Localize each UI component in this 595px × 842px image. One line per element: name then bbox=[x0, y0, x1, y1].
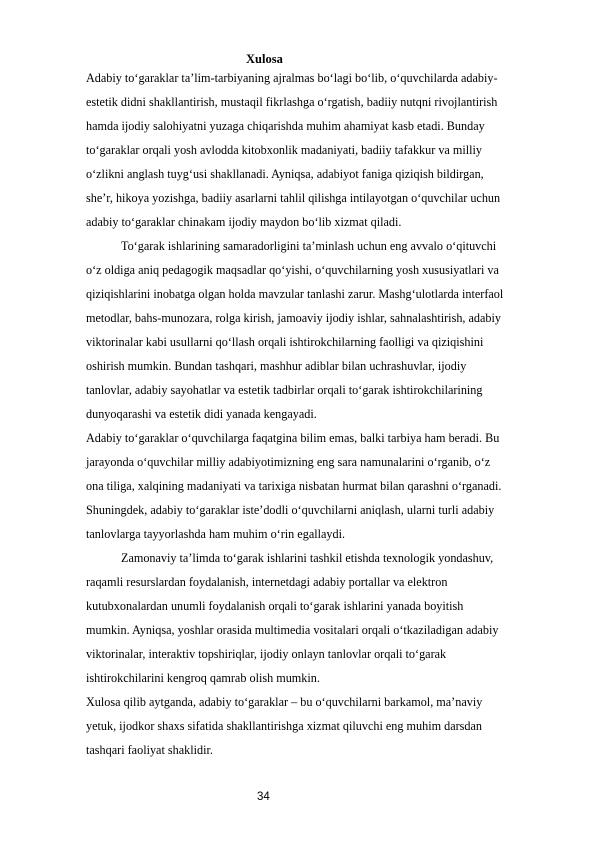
text-line: Xulosa qilib aytganda, adabiy to‘garaklar – bu o‘quvchilarni barkamol, ma’naviy bbox=[86, 695, 483, 709]
text-line: raqamli resurslardan foydalanish, internetdagi adabiy portallar va elektron bbox=[86, 575, 448, 589]
text-line: to‘garaklar orqali yosh avlodda kitobxonlik madaniyati, badiiy tafakkur va milliy bbox=[86, 143, 482, 157]
text-line: Adabiy to‘garaklar ta’lim-tarbiyaning ajralmas bo‘lagi bo‘lib, o‘quvchilarda adabiy- bbox=[86, 71, 498, 85]
text-line: qiziqishlarini inobatga olgan holda mavzular tanlashi zarur. Mashg‘ulotlarda interfaol bbox=[86, 287, 504, 301]
text-line: o‘zlikni anglash tuyg‘usi shakllanadi. Ayniqsa, adabiyot faniga qiziqish bildirgan, bbox=[86, 167, 484, 181]
page-heading: Xulosa bbox=[246, 52, 283, 66]
text-line: jarayonda o‘quvchilar milliy adabiyotimizning eng sara namunalarini o‘rganib, o‘z bbox=[86, 455, 491, 469]
text-line: dunyoqarashi va estetik didi yanada kengayadi. bbox=[86, 407, 317, 421]
text-line: viktorinalar kabi usullarni qo‘llash orqali ishtirokchilarning faolligi va qiziqishini bbox=[86, 335, 484, 349]
text-line: tashqari faoliyat shaklidir. bbox=[86, 743, 213, 757]
text-line: ona tiliga, xalqining madaniyati va tarixiga nisbatan hurmat bilan qarashni o‘rganadi. bbox=[86, 479, 502, 493]
text-line: o‘z oldiga aniq pedagogik maqsadlar qo‘yishi, o‘quvchilarning yosh xususiyatlari va bbox=[86, 263, 499, 277]
text-line: kutubxonalardan unumli foydalanish orqali to‘garak ishlarini yanada boyitish bbox=[86, 599, 464, 613]
page-number: 34 bbox=[257, 791, 270, 803]
text-line: viktorinalar, interaktiv topshiriqlar, ijodiy onlayn tanlovlar orqali to‘garak bbox=[86, 647, 447, 661]
text-line: hamda ijodiy salohiyatni yuzaga chiqarishda muhim ahamiyat kasb etadi. Bunday bbox=[86, 119, 485, 133]
text-line: adabiy to‘garaklar chinakam ijodiy maydon bo‘lib xizmat qiladi. bbox=[86, 215, 402, 229]
text-line: yetuk, ijodkor shaxs sifatida shakllantirishga xizmat qiluvchi eng muhim darsdan bbox=[86, 719, 483, 733]
text-line: ishtirokchilarini kengroq qamrab olish mumkin. bbox=[86, 671, 320, 685]
text-line: she’r, hikoya yozishga, badiiy asarlarni tahlil qilishga intilayotgan o‘quvchilar uchun bbox=[86, 191, 501, 205]
text-line: Shuningdek, adabiy to‘garaklar iste’dodli o‘quvchilarni aniqlash, ularni turli adabiy bbox=[86, 503, 495, 517]
text-line: estetik didni shakllantirish, mustaqil fikrlashga o‘rgatish, badiiy nutqni rivojlantirish bbox=[86, 95, 498, 109]
text-line: metodlar, bahs-munozara, rolga kirish, jamoaviy ijodiy ishlar, sahnalashtirish, adabiy bbox=[86, 311, 501, 325]
text-line: tanlovlar, adabiy sayohatlar va estetik tadbirlar orqali to‘garak ishtirokchilarining bbox=[86, 383, 483, 397]
text-line: To‘garak ishlarining samaradorligini ta’minlash uchun eng avvalo o‘qituvchi bbox=[121, 239, 497, 253]
text-line: Zamonaviy ta’limda to‘garak ishlarini tashkil etishda texnologik yondashuv, bbox=[121, 551, 494, 565]
text-line: oshirish mumkin. Bundan tashqari, mashhur adiblar bilan uchrashuvlar, ijodiy bbox=[86, 359, 467, 373]
text-line: mumkin. Ayniqsa, yoshlar orasida multimedia vositalari orqali o‘tkaziladigan adabiy bbox=[86, 623, 499, 637]
text-line: Adabiy to‘garaklar o‘quvchilarga faqatgina bilim emas, balki tarbiya ham beradi. Bu bbox=[86, 431, 500, 445]
text-line: tanlovlarga tayyorlashda ham muhim o‘rin egallaydi. bbox=[86, 527, 346, 541]
